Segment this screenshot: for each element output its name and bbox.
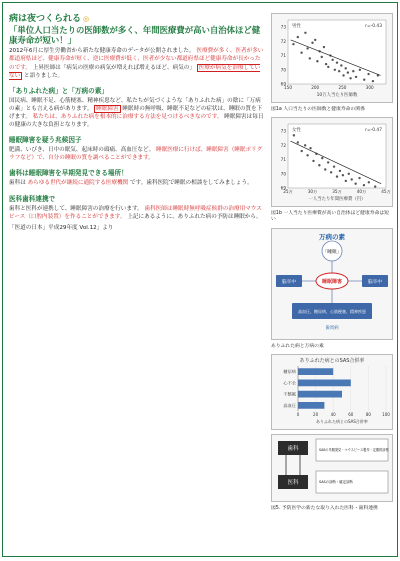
section-text: 国民病、睡眠不足、心筋梗塞、精神疾患など、私たちが気づくような「ありふれた病」の陰に「万病の素」とも言える病があります。 bbox=[9, 97, 261, 112]
data-point bbox=[363, 184, 365, 186]
correlation-annotation: r=-0.47 bbox=[365, 128, 382, 134]
category-label: 不整脈 bbox=[283, 391, 296, 397]
data-point bbox=[301, 150, 303, 152]
y-tick-label: 70 bbox=[280, 171, 286, 177]
section-text: 歯科と医科が連携して、睡眠障害の治療を行います。 bbox=[9, 205, 143, 212]
intro-text-2: 上昇医師は「病気の医療の病気が増えれば増えるほど、病気の」 bbox=[32, 64, 195, 71]
section-heading-medical-dental: 医科歯科連携で bbox=[9, 194, 56, 203]
flow-dental-note: SASの早期発見・マウスピース製作・定期的診察 bbox=[319, 447, 389, 452]
series-label: 女性 bbox=[292, 128, 301, 134]
category-label: 糖尿病 bbox=[283, 369, 296, 375]
y-tick-label: 72 bbox=[280, 38, 286, 44]
scatter-chart-doctors bbox=[272, 14, 392, 98]
diagram-caption: ありふれた病と万病の素 bbox=[271, 343, 324, 349]
data-point bbox=[349, 77, 351, 79]
data-point bbox=[345, 180, 347, 182]
data-point bbox=[331, 59, 333, 61]
scatter-figure-2 bbox=[271, 117, 393, 207]
x-tick-label: 80 bbox=[365, 411, 371, 417]
data-point bbox=[330, 171, 332, 173]
data-point bbox=[358, 177, 360, 179]
intro-text-3: と語りました。 bbox=[23, 72, 64, 79]
data-point bbox=[339, 170, 341, 172]
x-tick-label: 300 bbox=[365, 85, 374, 90]
plot-area bbox=[288, 20, 386, 84]
x-tick-label: 45万 bbox=[381, 189, 391, 195]
x-tick-label: 200 bbox=[311, 85, 320, 90]
section-body-risk-factors bbox=[9, 146, 265, 162]
data-point bbox=[297, 142, 299, 144]
section-heading-dental-detection: 歯科は睡眠障害を早期発見できる場所！ bbox=[9, 169, 128, 178]
y-tick-label: 70 bbox=[280, 67, 286, 73]
x-tick-label: 30万 bbox=[307, 189, 318, 195]
data-point bbox=[292, 43, 294, 45]
node-hub-label: 睡眠障害 bbox=[321, 278, 343, 285]
data-point bbox=[304, 32, 306, 34]
moon-icon: ◎ bbox=[83, 15, 90, 23]
data-point bbox=[323, 46, 325, 48]
y-tick-label: 73 bbox=[280, 128, 286, 134]
lead-headline: 「単位人口当たりの医師数が多く、年間医療費が高い自治体ほど健康寿命が短い！」 bbox=[9, 25, 261, 45]
section-text: です。歯科医院で睡眠の相談をしてみましょう。 bbox=[130, 180, 253, 187]
data-point bbox=[336, 176, 338, 178]
section-text: 睡眠障害は毎日の健康の大きな負担となります。 bbox=[9, 113, 264, 129]
intro-text-1: 2012年6月に厚生労働省から新たな健康寿命のデータが公開されました。 bbox=[9, 48, 195, 55]
data-point bbox=[336, 61, 338, 63]
data-point bbox=[352, 70, 354, 72]
data-point bbox=[327, 161, 329, 163]
y-tick-label: 73 bbox=[280, 24, 286, 30]
data-point bbox=[321, 56, 323, 58]
bar-figure bbox=[271, 354, 393, 430]
data-point bbox=[312, 160, 314, 162]
node-right-label: 脳卒中 bbox=[367, 279, 383, 285]
flow-dental-label: 歯科 bbox=[287, 445, 299, 452]
data-point bbox=[311, 42, 313, 44]
flow-figure bbox=[271, 434, 393, 502]
flow-medical-note: SASの診断・確定診断 bbox=[319, 479, 353, 484]
x-tick-label: 40 bbox=[330, 411, 336, 417]
data-point bbox=[345, 67, 347, 69]
relationship-diagram bbox=[271, 228, 393, 340]
x-tick-label: 0 bbox=[296, 411, 300, 417]
bar bbox=[298, 391, 342, 398]
bar bbox=[298, 368, 333, 375]
page-title-text: 病は夜つくられる bbox=[9, 14, 82, 24]
data-point bbox=[367, 73, 369, 75]
data-point bbox=[342, 74, 344, 76]
data-point bbox=[293, 134, 295, 136]
section-highlight: 睡眠医療に行けば、睡眠障害（睡眠ポリグラフなど）で、自分の睡眠の質を調べることができます。 bbox=[9, 147, 263, 162]
data-point bbox=[354, 183, 356, 185]
diagram-title: 万病の素 bbox=[319, 232, 345, 241]
node-bottom-label: 高血圧、糖尿病、心筋梗塞、精神疾患 bbox=[298, 308, 366, 314]
section-highlight: あらゆる世代が継続に通院する医療機関 bbox=[27, 180, 129, 187]
x-tick-label: 250 bbox=[338, 85, 347, 90]
data-point bbox=[368, 181, 370, 183]
bar bbox=[298, 379, 351, 386]
data-point bbox=[342, 174, 344, 176]
figure-column bbox=[271, 13, 393, 516]
x-axis-label: 一人当たり年間医療費（円） bbox=[308, 197, 366, 203]
section-heading-common-disease: 「ありふれた病」と「万病の素」 bbox=[9, 86, 108, 95]
data-point bbox=[338, 70, 340, 72]
section-highlight: 私たちは、ありふれた病を根本的に治療する方法を見つけるべきなのです。 bbox=[32, 113, 223, 120]
scatter-caption-1: 図1a 人口当たりの医師数と健康寿命の関係 bbox=[271, 107, 365, 112]
section-text: 肥満、いびき、日中の眠気、起床時の頭痛、高血圧など。 bbox=[9, 147, 155, 154]
section-body-medical-dental bbox=[9, 205, 265, 221]
data-point bbox=[325, 63, 327, 65]
data-point bbox=[347, 71, 349, 73]
data-point bbox=[359, 69, 361, 71]
x-tick-label: 40万 bbox=[356, 189, 367, 195]
y-tick-label: 71 bbox=[280, 53, 286, 59]
x-tick-label: 35万 bbox=[332, 189, 342, 195]
section-heading-risk-factors: 睡眠障害を疑う兆候因子 bbox=[9, 136, 82, 145]
x-tick-label: 20 bbox=[313, 411, 319, 417]
y-tick-label: 72 bbox=[280, 143, 286, 149]
bar-chart-title: ありふれた病とのSAS合併率 bbox=[299, 357, 365, 364]
section-text: 上記にあるように、ありふれた病の予防は睡眠から。 bbox=[127, 213, 262, 220]
plot-area bbox=[288, 124, 386, 188]
x-axis-label: 10万人当たり医師数 bbox=[316, 93, 358, 98]
section-boxed-phrase: 睡眠障害 bbox=[96, 105, 119, 112]
article-page bbox=[2, 2, 398, 557]
intro-highlight: 医療費が多く、医者が多い都道府県ほど、健康寿命が短く、逆に医療費が低く、医者が少ない都道府県ほど健康寿命が長かったのです。 bbox=[9, 48, 264, 71]
x-tick-label: 150 bbox=[284, 85, 292, 90]
section-body-dental-detection bbox=[9, 179, 265, 187]
data-point bbox=[321, 157, 323, 159]
series-label: 男性 bbox=[292, 24, 301, 29]
node-left-label: 脳卒中 bbox=[281, 279, 297, 285]
intro-paragraph bbox=[9, 47, 265, 79]
data-point bbox=[309, 57, 311, 59]
data-point bbox=[351, 179, 353, 181]
section-body-common-disease bbox=[9, 97, 265, 129]
node-top-label: 「睡眠」 bbox=[322, 249, 342, 255]
x-tick-label: 60 bbox=[348, 411, 354, 417]
data-point bbox=[300, 52, 302, 54]
data-point bbox=[327, 66, 329, 68]
x-tick-label: 25万 bbox=[283, 189, 293, 195]
x-axis-label: ありふれた病とのSAS合併率 bbox=[316, 418, 368, 424]
section-text: 睡眠時の無呼吸、睡眠不足などの症状は、睡眠の質を下げます。 bbox=[9, 105, 263, 120]
bar bbox=[298, 402, 324, 409]
data-point bbox=[363, 79, 365, 81]
data-point bbox=[306, 154, 308, 156]
data-point bbox=[304, 144, 306, 146]
data-point bbox=[306, 47, 308, 49]
category-label: 高血圧 bbox=[283, 402, 296, 408]
diagram-canvas bbox=[272, 229, 392, 335]
intro-boxed-phrase: 医療が病気を治療していない bbox=[9, 64, 261, 79]
data-point bbox=[348, 173, 350, 175]
scatter-caption-2: 図1b 一人当たり医療費が高い自治体ほど健康寿命は短い bbox=[271, 211, 389, 223]
data-point bbox=[297, 36, 299, 38]
flow-medical-label: 医科 bbox=[287, 479, 299, 486]
y-tick-label: 69 bbox=[280, 185, 286, 191]
data-point bbox=[372, 80, 374, 82]
source-citation: 「医道の日本」平成29年度 Vol.12」より bbox=[9, 224, 114, 231]
page-title bbox=[9, 11, 265, 24]
y-tick-label: 71 bbox=[280, 157, 286, 163]
text-column bbox=[9, 11, 265, 235]
data-point bbox=[316, 60, 318, 62]
data-point bbox=[318, 164, 320, 166]
flow-canvas bbox=[272, 435, 392, 497]
data-point bbox=[309, 147, 311, 149]
data-point bbox=[314, 39, 316, 41]
node-bottom2-label: 歯周病 bbox=[325, 325, 339, 331]
data-point bbox=[333, 166, 335, 168]
data-point bbox=[355, 76, 357, 78]
y-tick-label: 69 bbox=[280, 81, 286, 87]
section-highlight: 歯科医師は睡眠時無呼吸症候群の治療用マウスピース（口腔内装置）を作ることができます。 bbox=[9, 205, 262, 220]
flow-caption: 図5. 予防医学の新たな取り入れた医科・歯科連携 bbox=[271, 505, 378, 511]
scatter-figure-1 bbox=[271, 13, 393, 103]
data-point bbox=[324, 169, 326, 171]
x-tick-label: 100 bbox=[382, 411, 390, 417]
section-text: 歯科は bbox=[9, 180, 26, 187]
scatter-chart-cost bbox=[272, 118, 392, 202]
data-point bbox=[340, 64, 342, 66]
data-point bbox=[334, 69, 336, 71]
bar-chart-sas bbox=[272, 355, 392, 425]
category-label: 心不全 bbox=[283, 380, 296, 386]
correlation-annotation: r=-0.43 bbox=[365, 24, 382, 29]
data-point bbox=[374, 186, 376, 188]
